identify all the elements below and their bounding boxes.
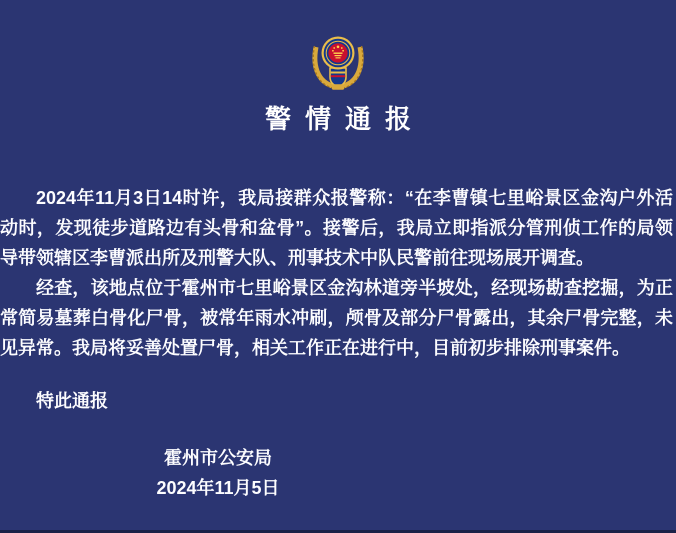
notice-title: 警情通报 [264,104,425,134]
agency-name: 霍州市公安局 [164,448,272,468]
notice-paragraph-2: 经查，该地点位于霍州市七里峪景区金沟林道旁半坡处，经现场勘查挖掘，为正常简易墓葬白骨化尸骨，被常年雨水冲刷，颅骨及部分尸骨露出，其余尸骨完整，未见异常。我局将妥善处置尸骨，相关工作正在进行中，目前初步排除刑事案件。 [0,278,673,358]
notice-body [0,183,673,416]
notice-closing: 特此通报 [36,391,108,411]
signature-block [150,443,286,503]
notice-date: 2024年11月5日 [156,478,280,498]
notice-paragraph-1: 2024年11月3日14时许，我局接群众报警称：“在李曹镇七里峪景区金沟户外活动时，发现徒步道路边有头骨和盆骨”。接警后，我局立即指派分管刑侦工作的局领导带领辖区李曹派出所及刑警大队、刑事技术中队民警前往现场展开调查。 [0,188,673,268]
police-badge-icon [310,31,366,91]
